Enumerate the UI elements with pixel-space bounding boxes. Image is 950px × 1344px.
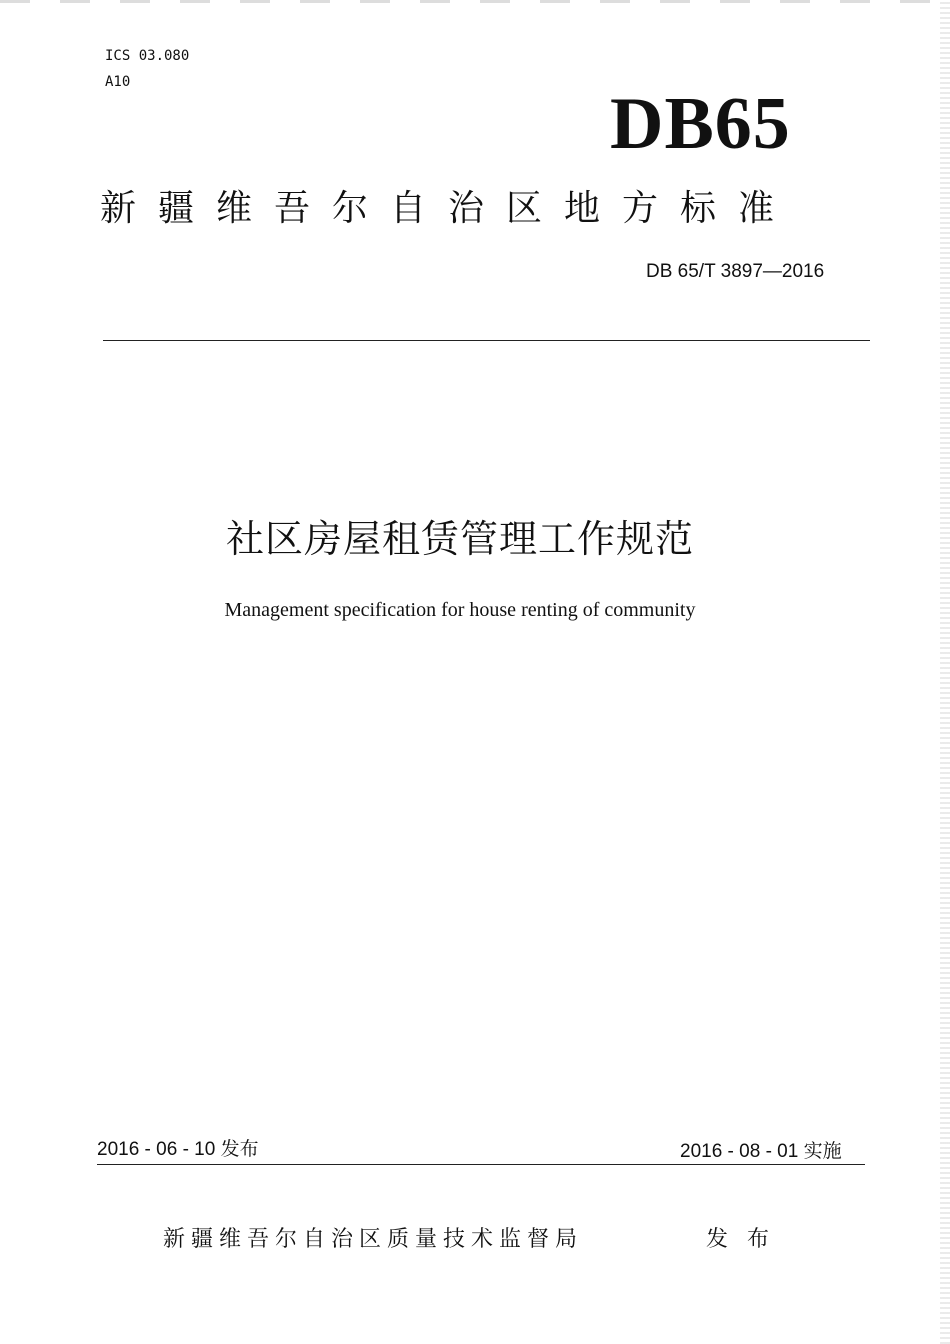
document-title-en: Management specification for house renting of community [224, 599, 696, 621]
ics-code: ICS 03.080 [105, 48, 190, 64]
classification-code: A10 [105, 74, 131, 90]
issue-date: 2016 - 06 - 10 发布 [97, 1139, 259, 1160]
db-logo: DB65 [610, 83, 791, 165]
footer-rule [97, 1164, 865, 1165]
issuer: 新疆维吾尔自治区质量技术监督局 [163, 1227, 584, 1252]
issuer-verb: 发 布 [706, 1227, 775, 1252]
document-title-cn: 社区房屋租赁管理工作规范 [225, 517, 694, 561]
header-rule [103, 340, 870, 341]
standard-code: DB 65/T 3897—2016 [646, 261, 825, 282]
implementation-date: 2016 - 08 - 01 实施 [680, 1141, 842, 1162]
scan-edge-top [0, 0, 940, 3]
scan-edge-right [940, 0, 950, 1344]
standard-type: 新疆维吾尔自治区地方标准 [100, 188, 797, 229]
